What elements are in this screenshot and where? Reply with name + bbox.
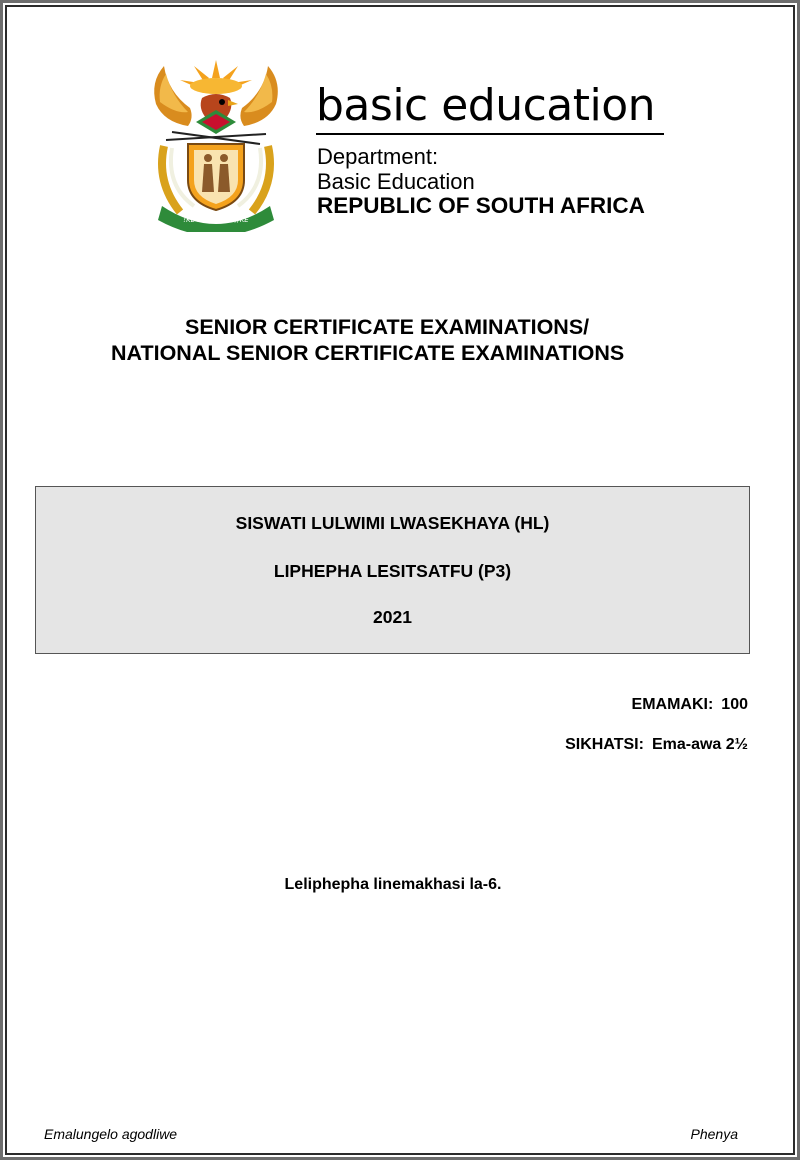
subject-title: SISWATI LULWIMI LWASEKHAYA (HL) bbox=[235, 513, 550, 533]
exam-title-line-2: NATIONAL SENIOR CERTIFICATE EXAMINATIONS bbox=[111, 341, 625, 365]
marks-line bbox=[632, 697, 748, 713]
turn-over-note: Phenya bbox=[690, 1126, 738, 1142]
exam-title-line-1: SENIOR CERTIFICATE EXAMINATIONS/ bbox=[185, 315, 590, 339]
marks-value: 100 bbox=[721, 696, 748, 713]
svg-text:!KE E: /XARRA //KE: !KE E: /XARRA //KE bbox=[183, 216, 249, 224]
coat-of-arms-icon bbox=[142, 52, 290, 232]
brand-divider bbox=[316, 133, 664, 135]
country-name: REPUBLIC OF SOUTH AFRICA bbox=[317, 193, 645, 218]
department-label: Department: bbox=[317, 144, 439, 169]
page-count-note: Leliphepha linemakhasi la-6. bbox=[284, 876, 502, 893]
time-label: SIKHATSI: bbox=[565, 736, 644, 753]
time-value: Ema-awa 2½ bbox=[651, 736, 748, 753]
brand-title: basic education bbox=[316, 80, 656, 131]
time-line bbox=[565, 737, 748, 753]
marks-label: EMAMAKI: bbox=[631, 696, 714, 713]
department-name: Basic Education bbox=[317, 169, 475, 194]
subject-box bbox=[35, 486, 750, 654]
copyright-notice: Emalungelo agodliwe bbox=[44, 1126, 178, 1142]
paper-title: LIPHEPHA LESITSATFU (P3) bbox=[273, 561, 512, 581]
exam-year: 2021 bbox=[373, 607, 412, 627]
